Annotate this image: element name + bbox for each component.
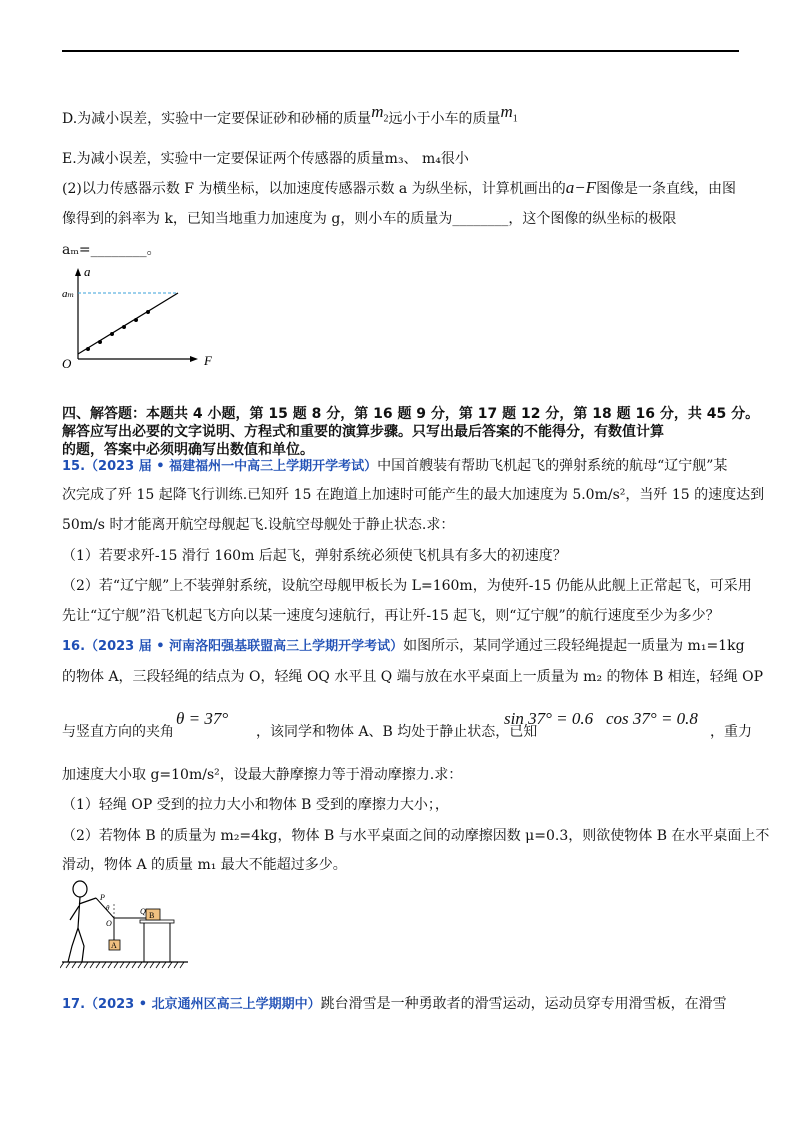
q16-line1: 16.（2023 届 • 河南洛阳强基联盟高三上学期开学考试）如图所示，某同学通过三段轻绳提起一质量为 m₁=1kg [62, 638, 745, 654]
q16-figure [60, 876, 190, 971]
q16-line4: 加速度大小取 g=10m/s²，设最大静摩擦力等于滑动摩擦力.求： [62, 767, 463, 783]
label-q: Q [140, 907, 146, 916]
y-axis-arrow [75, 268, 81, 276]
q15-line3: 50m/s 时才能离开航空母舰起飞.设航空母舰处于静止状态.求： [62, 517, 455, 533]
q16-line3b: ，该同学和物体 A、B 均处于静止状态，已知 [256, 724, 538, 740]
m2-symbol: $m_2$ [371, 102, 389, 125]
x-axis-arrow [190, 356, 198, 362]
section-line3: 的题，答案中必须明确写出数值和单位。 [62, 442, 314, 458]
label-o: O [106, 919, 112, 928]
data-point [146, 310, 150, 314]
q15-sub2b: 先让“辽宁舰”沿飞机起飞方向以某一速度匀速航行，再让歼-15 起飞，则“辽宁舰”的航行速度至少为多少？ [62, 608, 720, 624]
cos-formula: cos 37° = 0.8 [606, 709, 698, 728]
data-point [134, 318, 138, 322]
q15-line2: 次完成了歼 15 起降飞行训练.已知歼 15 在跑道上加速时可能产生的最大加速度为 5.0m/s²，当歼 15 的速度达到 [62, 487, 765, 503]
data-point [110, 332, 114, 336]
q2-line2: 像得到的斜率为 k，已知当地重力加速度为 g，则小车的质量为________，这个图像的纵坐标的极限 [62, 211, 677, 227]
q15-source-tag: 15.（2023 届 • 福建福州一中高三上学期开学考试） [62, 459, 378, 474]
section-line2: 解答应写出必要的文字说明、方程式和重要的演算步骤。只写出最后答案的不能得分，有数值计算 [62, 424, 664, 440]
rope-op [96, 898, 114, 918]
option-e: E.为减小误差，实验中一定要保证两个传感器的质量m₃、 m₄很小 [62, 151, 469, 167]
data-point [86, 347, 90, 351]
label-theta: θ [106, 904, 110, 912]
q15-line1: 15.（2023 届 • 福建福州一中高三上学期开学考试）中国首艘装有帮助飞机起飞的弹射系统的航母“辽宁舰”某 [62, 458, 728, 474]
q16-line3c: ，重力 [710, 724, 752, 740]
option-d-mid: 远小于小车的质量 [388, 111, 501, 127]
label-b: B [149, 911, 155, 920]
ground-hatch [60, 962, 184, 968]
q16-source-tag: 16.（2023 届 • 河南洛阳强基联盟高三上学期开学考试） [62, 639, 404, 654]
label-p: P [100, 893, 105, 902]
q2-line1: (2)以力传感器示数 F 为横坐标，以加速度传感器示数 a 为纵坐标，计算机画出的a−F图像是一条直线，由图 [62, 178, 737, 197]
theta-formula: θ = 37° [176, 709, 229, 728]
q16-sub1: （1）轻绳 OP 受到的拉力大小和物体 B 受到的摩擦力大小；， [62, 797, 449, 813]
q15-sub1: （1）若要求歼-15 滑行 160m 后起飞，弹射系统必须使飞机具有多大的初速度？ [62, 548, 567, 564]
a-f-formula: a−F [565, 178, 597, 197]
m1-symbol: $m_1$ [500, 102, 518, 125]
fit-line [78, 293, 178, 354]
q17-source-tag: 17.（2023 • 北京通州区高三上学期期中） [62, 997, 321, 1012]
sin-formula: sin 37° = 0.6 [504, 709, 594, 728]
q2-line3: aₘ=________。 [62, 242, 161, 258]
a-f-graph [58, 264, 218, 374]
origin-label: O [62, 356, 72, 371]
q17-line1: 17.（2023 • 北京通州区高三上学期期中）跳台滑雪是一种勇敢者的滑雪运动，运动员穿专用滑雪板，在滑雪 [62, 996, 727, 1012]
table-top [140, 920, 174, 923]
y-axis-label: a [84, 264, 91, 279]
q16-line2: 的物体 A，三段轻绳的结点为 O，轻绳 OQ 水平且 Q 端与放在水平桌面上一质量为 m₂ 的物体 B 相连，轻绳 OP [62, 669, 764, 685]
option-d-text: D.为减小误差，实验中一定要保证砂和砂桶的质量 [62, 111, 372, 127]
q16-sub2b: 滑动，物体 A 的质量 m₁ 最大不能超过多少。 [62, 857, 347, 873]
data-point [98, 340, 102, 344]
q16-line3a: 与竖直方向的夹角 [62, 724, 174, 740]
section-line1: 四、解答题：本题共 4 小题，第 15 题 8 分，第 16 题 9 分，第 17 题 12 分，第 18 题 16 分，共 45 分。 [62, 406, 760, 422]
q15-sub2a: （2）若“辽宁舰”上不装弹射系统，设航空母舰甲板长为 L=160m，为使歼-15 仍能从此舰上正常起飞，可采用 [62, 578, 752, 594]
data-point [122, 325, 126, 329]
am-label: aₘ [62, 288, 75, 300]
q16-sub2a: （2）若物体 B 的质量为 m₂=4kg，物体 B 与水平桌面之间的动摩擦因数 μ=0.3，则欲使物体 B 在水平桌面上不 [62, 828, 770, 844]
person-figure [68, 881, 96, 962]
x-axis-label: F [204, 353, 212, 368]
label-a: A [111, 941, 117, 950]
header-rule [62, 50, 739, 52]
option-d [62, 102, 518, 135]
